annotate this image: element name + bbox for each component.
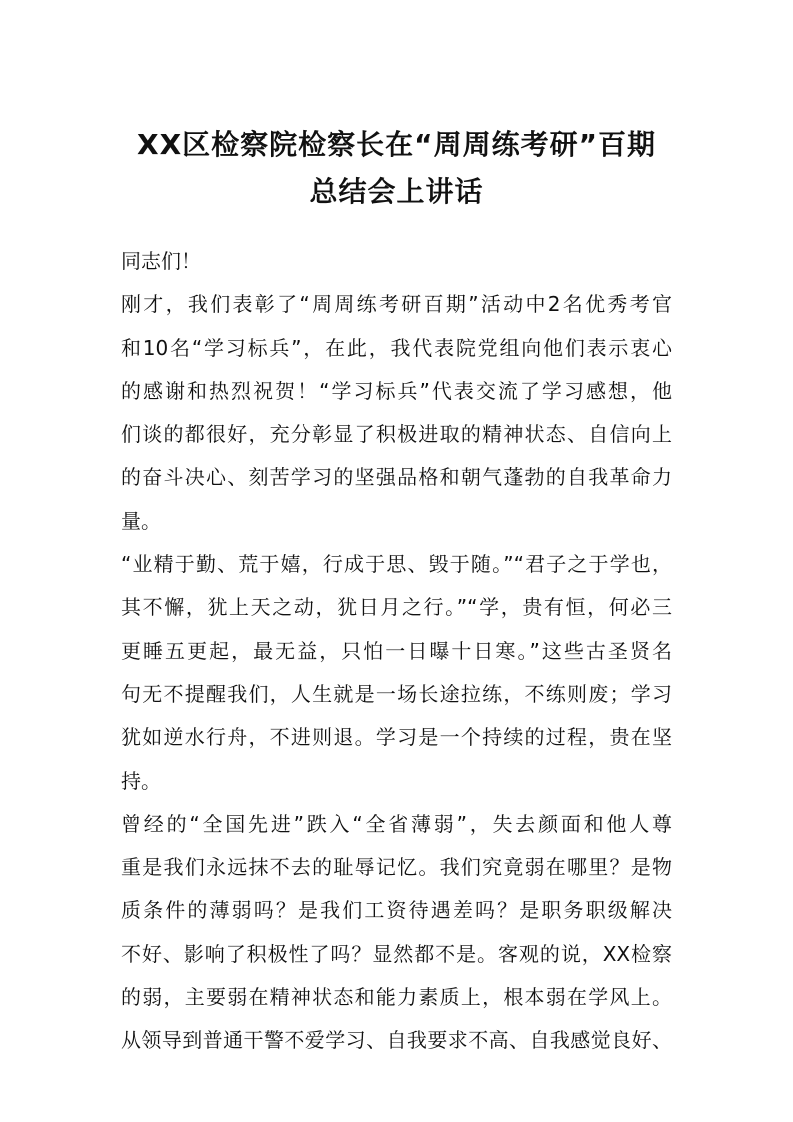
paragraph-line: 量。 — [121, 508, 161, 533]
paragraph-line: 犹如逆水行舟，不进则退。学习是一个持续的过程，贵在坚 — [121, 725, 672, 750]
document-body — [121, 240, 672, 1063]
paragraph-line: 持。 — [121, 768, 161, 793]
paragraph-line: 的感谢和热烈祝贺！“学习标兵”代表交流了学习感想，他 — [121, 378, 672, 403]
paragraph — [121, 240, 672, 283]
paragraph — [121, 543, 672, 803]
paragraph-line: “业精于勤、荒于嬉，行成于思、毁于随。”“君子之于学也， — [121, 552, 672, 577]
document-title-line-1: XX区检察院检察长在“周周练考研”百期 — [137, 128, 656, 161]
paragraph-line: 曾经的“全国先进”跌入“全省薄弱”，失去颜面和他人尊 — [121, 811, 672, 836]
document-title-line-2: 总结会上讲话 — [309, 175, 484, 208]
paragraph-line: 更睡五更起，最无益，只怕一日曝十日寒。”这些古圣贤名 — [121, 638, 672, 663]
paragraph-line: 的奋斗决心、刻苦学习的坚强品格和朝气蓬勃的自我革命力 — [121, 465, 672, 490]
paragraph-line: 们谈的都很好，充分彰显了积极进取的精神状态、自信向上 — [121, 422, 672, 447]
paragraph-line: 其不懈，犹上天之动，犹日月之行。”“学，贵有恒，何必三 — [121, 595, 672, 620]
paragraph-line: 句无不提醒我们，人生就是一场长途拉练，不练则废；学习 — [121, 681, 672, 706]
paragraph-line: 刚才，我们表彰了“周周练考研百期”活动中2名优秀考官 — [121, 292, 672, 317]
paragraph-line: 同志们！ — [121, 249, 201, 273]
paragraph — [121, 803, 672, 1063]
paragraph-line: 重是我们永远抹不去的耻辱记忆。我们究竟弱在哪里？是物 — [121, 855, 672, 880]
paragraph-line: 的弱，主要弱在精神状态和能力素质上，根本弱在学风上。 — [121, 985, 672, 1010]
paragraph-line: 和10名“学习标兵”，在此，我代表院党组向他们表示衷心 — [121, 335, 672, 360]
paragraph-line: 从领导到普通干警不爱学习、自我要求不高、自我感觉良好、 — [121, 1028, 672, 1053]
paragraph — [121, 283, 672, 543]
paragraph-line: 不好、影响了积极性了吗？显然都不是。客观的说，XX检察 — [121, 941, 672, 966]
paragraph-line: 质条件的薄弱吗？是我们工资待遇差吗？是职务职级解决 — [121, 898, 672, 923]
